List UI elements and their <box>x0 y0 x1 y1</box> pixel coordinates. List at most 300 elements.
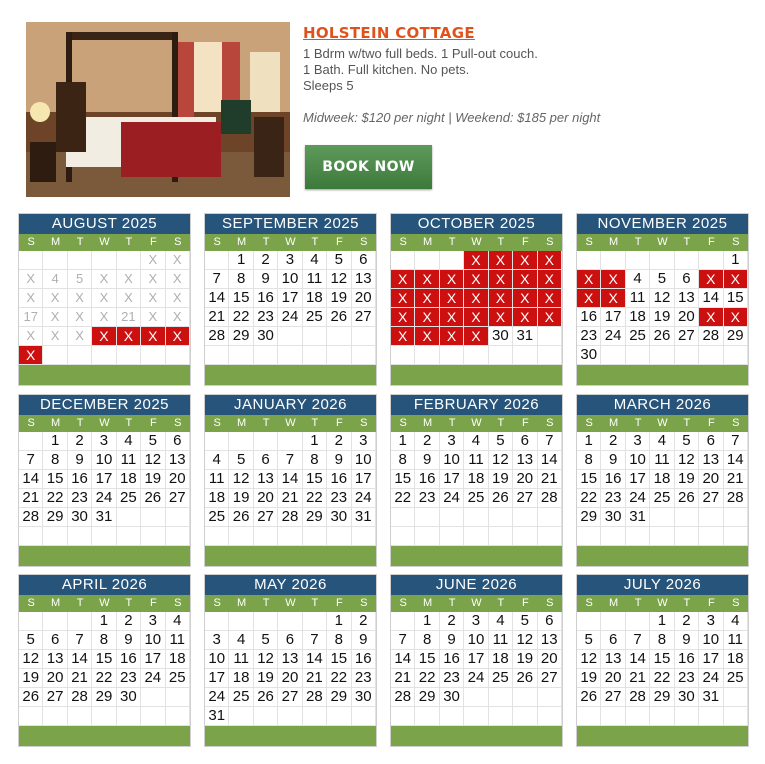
empty-day-cell <box>117 508 141 527</box>
day-cell: 23 <box>601 489 625 508</box>
weekday-header-row <box>391 595 562 612</box>
day-cell: 17 <box>699 650 723 669</box>
day-cell: 17 <box>19 308 43 327</box>
empty-day-cell <box>166 346 190 365</box>
booked-day-cell: X <box>141 327 165 346</box>
day-cell: 14 <box>205 289 229 308</box>
day-cell: 5 <box>254 631 278 650</box>
booked-day-cell: X <box>724 270 748 289</box>
book-now-button[interactable]: BOOK NOW <box>305 145 432 189</box>
empty-day-cell <box>601 612 625 631</box>
day-cell: 5 <box>19 631 43 650</box>
month-calendar <box>390 574 563 747</box>
day-cell: 26 <box>141 489 165 508</box>
empty-day-cell <box>205 527 229 546</box>
empty-day-cell <box>699 527 723 546</box>
empty-day-cell <box>229 432 253 451</box>
empty-day-cell <box>440 527 464 546</box>
day-cell: 15 <box>650 650 674 669</box>
day-grid <box>205 251 376 365</box>
empty-day-cell <box>626 612 650 631</box>
day-cell: 5 <box>513 612 537 631</box>
day-cell: 4 <box>166 612 190 631</box>
weekday-label: S <box>546 597 554 609</box>
day-cell: 26 <box>577 688 601 707</box>
day-cell: 7 <box>724 432 748 451</box>
empty-day-cell <box>117 707 141 726</box>
weekday-label: T <box>683 597 691 609</box>
month-footer-bar <box>577 546 748 566</box>
day-cell: 28 <box>205 327 229 346</box>
day-cell: 27 <box>538 669 562 688</box>
day-cell: 12 <box>650 289 674 308</box>
empty-day-cell <box>391 527 415 546</box>
day-cell: 30 <box>352 688 376 707</box>
day-cell: 24 <box>699 669 723 688</box>
empty-day-cell <box>43 527 67 546</box>
weekday-label: S <box>585 597 593 609</box>
empty-day-cell <box>166 508 190 527</box>
weekday-label: M <box>237 236 247 248</box>
day-cell: 14 <box>19 470 43 489</box>
booked-day-cell: X <box>19 346 43 365</box>
empty-day-cell <box>489 688 513 707</box>
day-cell: 13 <box>601 650 625 669</box>
day-cell: 4 <box>724 612 748 631</box>
day-cell: 31 <box>352 508 376 527</box>
booked-day-cell: X <box>464 270 488 289</box>
weekday-label: T <box>634 236 642 248</box>
day-cell: 8 <box>327 631 351 650</box>
weekday-header-row <box>205 234 376 251</box>
day-grid <box>577 432 748 546</box>
day-cell: 19 <box>675 470 699 489</box>
unavailable-day-cell: X <box>166 251 190 270</box>
day-cell: 24 <box>440 489 464 508</box>
day-cell: 10 <box>626 451 650 470</box>
weekday-label: T <box>262 417 270 429</box>
day-cell: 2 <box>68 432 92 451</box>
weekday-header-row <box>19 234 190 251</box>
day-cell: 24 <box>464 669 488 688</box>
day-cell: 18 <box>205 489 229 508</box>
day-cell: 20 <box>513 470 537 489</box>
booked-day-cell: X <box>489 289 513 308</box>
property-description-line-2: 1 Bath. Full kitchen. No pets. <box>303 62 470 77</box>
weekday-label: F <box>335 597 343 609</box>
empty-day-cell <box>141 527 165 546</box>
day-cell: 25 <box>117 489 141 508</box>
month-calendar <box>576 213 749 386</box>
empty-day-cell <box>538 707 562 726</box>
empty-day-cell <box>43 251 67 270</box>
day-cell: 10 <box>464 631 488 650</box>
day-cell: 15 <box>229 289 253 308</box>
day-cell: 19 <box>254 669 278 688</box>
empty-day-cell <box>141 707 165 726</box>
day-cell: 30 <box>489 327 513 346</box>
day-cell: 16 <box>577 308 601 327</box>
day-cell: 3 <box>92 432 116 451</box>
day-grid <box>205 432 376 546</box>
unavailable-day-cell: X <box>166 308 190 327</box>
booked-day-cell: X <box>415 308 439 327</box>
day-cell: 5 <box>229 451 253 470</box>
day-cell: 5 <box>675 432 699 451</box>
weekday-label: W <box>99 417 110 429</box>
weekday-label: T <box>125 597 133 609</box>
day-cell: 11 <box>650 451 674 470</box>
unavailable-day-cell: X <box>117 270 141 289</box>
weekday-label: T <box>125 236 133 248</box>
booked-day-cell: X <box>391 308 415 327</box>
weekday-label: M <box>423 236 433 248</box>
empty-day-cell <box>538 688 562 707</box>
empty-day-cell <box>538 346 562 365</box>
day-cell: 5 <box>489 432 513 451</box>
day-cell: 23 <box>675 669 699 688</box>
booked-day-cell: X <box>699 308 723 327</box>
empty-day-cell <box>415 707 439 726</box>
day-cell: 10 <box>352 451 376 470</box>
month-calendar <box>204 574 377 747</box>
day-cell: 19 <box>327 289 351 308</box>
empty-day-cell <box>440 346 464 365</box>
booked-day-cell: X <box>391 270 415 289</box>
weekday-label: T <box>497 597 505 609</box>
weekday-label: S <box>360 597 368 609</box>
day-cell: 18 <box>626 308 650 327</box>
weekday-label: T <box>76 417 84 429</box>
day-grid <box>391 432 562 546</box>
day-cell: 15 <box>43 470 67 489</box>
weekday-label: W <box>285 236 296 248</box>
weekday-header-row <box>205 595 376 612</box>
day-cell: 9 <box>117 631 141 650</box>
empty-day-cell <box>415 508 439 527</box>
month-footer-bar <box>205 546 376 566</box>
day-cell: 14 <box>724 451 748 470</box>
day-cell: 27 <box>166 489 190 508</box>
day-cell: 19 <box>229 489 253 508</box>
day-cell: 30 <box>68 508 92 527</box>
weekday-label: S <box>546 417 554 429</box>
empty-day-cell <box>254 707 278 726</box>
day-cell: 11 <box>117 451 141 470</box>
month-footer-bar <box>19 546 190 566</box>
day-cell: 12 <box>513 631 537 650</box>
day-cell: 28 <box>68 688 92 707</box>
booked-day-cell: X <box>538 251 562 270</box>
empty-day-cell <box>327 707 351 726</box>
weekday-label: S <box>732 597 740 609</box>
day-grid <box>19 251 190 365</box>
day-cell: 28 <box>303 688 327 707</box>
day-cell: 20 <box>278 669 302 688</box>
weekday-label: T <box>311 417 319 429</box>
day-cell: 9 <box>415 451 439 470</box>
day-cell: 12 <box>577 650 601 669</box>
booked-day-cell: X <box>538 308 562 327</box>
empty-day-cell <box>464 688 488 707</box>
day-cell: 17 <box>352 470 376 489</box>
day-cell: 14 <box>538 451 562 470</box>
weekday-label: W <box>657 417 668 429</box>
day-cell: 16 <box>415 470 439 489</box>
empty-day-cell <box>166 707 190 726</box>
weekday-label: F <box>707 597 715 609</box>
empty-day-cell <box>513 527 537 546</box>
empty-day-cell <box>724 688 748 707</box>
day-cell: 28 <box>724 489 748 508</box>
empty-day-cell <box>391 707 415 726</box>
month-footer-bar <box>205 726 376 746</box>
weekday-label: S <box>213 417 221 429</box>
day-cell: 20 <box>43 669 67 688</box>
day-cell: 5 <box>577 631 601 650</box>
booked-day-cell: X <box>415 270 439 289</box>
day-cell: 9 <box>352 631 376 650</box>
empty-day-cell <box>489 346 513 365</box>
empty-day-cell <box>303 612 327 631</box>
day-cell: 19 <box>513 650 537 669</box>
day-cell: 21 <box>303 669 327 688</box>
day-cell: 11 <box>626 289 650 308</box>
day-cell: 24 <box>626 489 650 508</box>
empty-day-cell <box>626 346 650 365</box>
booked-day-cell: X <box>440 289 464 308</box>
month-footer-bar <box>391 365 562 385</box>
day-cell: 27 <box>254 508 278 527</box>
day-cell: 29 <box>229 327 253 346</box>
day-cell: 4 <box>205 451 229 470</box>
weekday-header-row <box>391 415 562 432</box>
day-cell: 21 <box>19 489 43 508</box>
day-cell: 27 <box>43 688 67 707</box>
booked-day-cell: X <box>513 308 537 327</box>
empty-day-cell <box>278 707 302 726</box>
month-title: SEPTEMBER 2025 <box>205 214 376 234</box>
weekday-header-row <box>577 415 748 432</box>
day-cell: 25 <box>229 688 253 707</box>
day-cell: 29 <box>327 688 351 707</box>
empty-day-cell <box>464 707 488 726</box>
weekday-label: F <box>521 597 529 609</box>
empty-day-cell <box>141 346 165 365</box>
weekday-label: F <box>335 417 343 429</box>
day-cell: 31 <box>513 327 537 346</box>
day-cell: 1 <box>92 612 116 631</box>
day-cell: 22 <box>391 489 415 508</box>
day-cell: 14 <box>68 650 92 669</box>
weekday-header-row <box>577 595 748 612</box>
day-cell: 27 <box>601 688 625 707</box>
weekday-label: W <box>99 236 110 248</box>
weekday-label: T <box>311 597 319 609</box>
empty-day-cell <box>699 346 723 365</box>
empty-day-cell <box>117 251 141 270</box>
booked-day-cell: X <box>489 270 513 289</box>
day-cell: 22 <box>303 489 327 508</box>
day-cell: 15 <box>391 470 415 489</box>
empty-day-cell <box>205 251 229 270</box>
empty-day-cell <box>724 527 748 546</box>
empty-day-cell <box>229 346 253 365</box>
day-cell: 3 <box>440 432 464 451</box>
day-cell: 26 <box>254 688 278 707</box>
weekday-header-row <box>577 234 748 251</box>
weekday-label: W <box>285 417 296 429</box>
day-cell: 17 <box>601 308 625 327</box>
weekday-label: W <box>657 597 668 609</box>
month-calendar <box>204 394 377 567</box>
weekday-label: F <box>149 236 157 248</box>
day-cell: 7 <box>205 270 229 289</box>
day-cell: 28 <box>278 508 302 527</box>
weekday-label: F <box>149 597 157 609</box>
empty-day-cell <box>19 707 43 726</box>
booked-day-cell: X <box>489 251 513 270</box>
unavailable-day-cell: X <box>92 270 116 289</box>
day-cell: 19 <box>19 669 43 688</box>
day-cell: 1 <box>577 432 601 451</box>
empty-day-cell <box>538 527 562 546</box>
day-cell: 20 <box>166 470 190 489</box>
day-cell: 14 <box>278 470 302 489</box>
day-cell: 25 <box>205 508 229 527</box>
day-cell: 6 <box>699 432 723 451</box>
unavailable-day-cell: X <box>19 289 43 308</box>
day-cell: 18 <box>166 650 190 669</box>
day-cell: 24 <box>141 669 165 688</box>
day-grid <box>577 612 748 726</box>
day-cell: 11 <box>166 631 190 650</box>
day-cell: 15 <box>724 289 748 308</box>
day-cell: 2 <box>440 612 464 631</box>
empty-day-cell <box>68 707 92 726</box>
month-footer-bar <box>577 365 748 385</box>
empty-day-cell <box>489 707 513 726</box>
weekday-header-row <box>19 415 190 432</box>
booked-day-cell: X <box>513 270 537 289</box>
weekday-label: T <box>311 236 319 248</box>
booked-day-cell: X <box>391 327 415 346</box>
day-cell: 24 <box>601 327 625 346</box>
empty-day-cell <box>68 346 92 365</box>
empty-day-cell <box>440 707 464 726</box>
day-cell: 4 <box>464 432 488 451</box>
booked-day-cell: X <box>538 270 562 289</box>
day-cell: 3 <box>464 612 488 631</box>
weekday-label: S <box>585 417 593 429</box>
day-cell: 9 <box>254 270 278 289</box>
day-cell: 21 <box>391 669 415 688</box>
day-cell: 21 <box>278 489 302 508</box>
day-cell: 17 <box>440 470 464 489</box>
booked-day-cell: X <box>513 289 537 308</box>
day-cell: 23 <box>352 669 376 688</box>
day-cell: 25 <box>650 489 674 508</box>
day-cell: 10 <box>205 650 229 669</box>
day-cell: 13 <box>278 650 302 669</box>
day-cell: 22 <box>650 669 674 688</box>
weekday-label: T <box>683 236 691 248</box>
day-cell: 22 <box>43 489 67 508</box>
empty-day-cell <box>415 346 439 365</box>
day-cell: 14 <box>303 650 327 669</box>
empty-day-cell <box>601 707 625 726</box>
empty-day-cell <box>650 508 674 527</box>
weekday-header-row <box>391 234 562 251</box>
day-cell: 20 <box>254 489 278 508</box>
weekday-label: S <box>27 236 35 248</box>
day-cell: 29 <box>43 508 67 527</box>
empty-day-cell <box>19 612 43 631</box>
property-title[interactable]: HOLSTEIN COTTAGE <box>303 24 475 42</box>
day-cell: 20 <box>601 669 625 688</box>
day-cell: 30 <box>327 508 351 527</box>
day-cell: 24 <box>92 489 116 508</box>
weekday-label: S <box>546 236 554 248</box>
empty-day-cell <box>141 508 165 527</box>
day-cell: 23 <box>415 489 439 508</box>
empty-day-cell <box>538 327 562 346</box>
day-cell: 12 <box>327 270 351 289</box>
weekday-label: M <box>609 417 619 429</box>
empty-day-cell <box>43 612 67 631</box>
day-cell: 2 <box>601 432 625 451</box>
empty-day-cell <box>577 251 601 270</box>
day-cell: 22 <box>577 489 601 508</box>
day-cell: 11 <box>724 631 748 650</box>
empty-day-cell <box>278 327 302 346</box>
day-cell: 15 <box>92 650 116 669</box>
empty-day-cell <box>464 508 488 527</box>
unavailable-day-cell: X <box>141 251 165 270</box>
empty-day-cell <box>391 346 415 365</box>
day-cell: 31 <box>92 508 116 527</box>
day-cell: 20 <box>675 308 699 327</box>
weekday-label: F <box>707 236 715 248</box>
empty-day-cell <box>577 527 601 546</box>
day-cell: 9 <box>327 451 351 470</box>
empty-day-cell <box>303 346 327 365</box>
day-cell: 25 <box>626 327 650 346</box>
day-cell: 9 <box>68 451 92 470</box>
weekday-label: M <box>609 236 619 248</box>
day-cell: 15 <box>415 650 439 669</box>
weekday-label: M <box>609 597 619 609</box>
day-cell: 21 <box>626 669 650 688</box>
day-cell: 2 <box>254 251 278 270</box>
day-cell: 30 <box>601 508 625 527</box>
empty-day-cell <box>205 432 229 451</box>
booked-day-cell: X <box>699 270 723 289</box>
weekday-label: S <box>174 417 182 429</box>
empty-day-cell <box>464 346 488 365</box>
unavailable-day-cell: X <box>43 289 67 308</box>
day-cell: 28 <box>699 327 723 346</box>
day-cell: 13 <box>254 470 278 489</box>
empty-day-cell <box>278 612 302 631</box>
day-cell: 16 <box>68 470 92 489</box>
booked-day-cell: X <box>577 289 601 308</box>
day-cell: 10 <box>92 451 116 470</box>
day-cell: 9 <box>440 631 464 650</box>
day-cell: 6 <box>675 270 699 289</box>
month-title: APRIL 2026 <box>19 575 190 595</box>
empty-day-cell <box>650 527 674 546</box>
